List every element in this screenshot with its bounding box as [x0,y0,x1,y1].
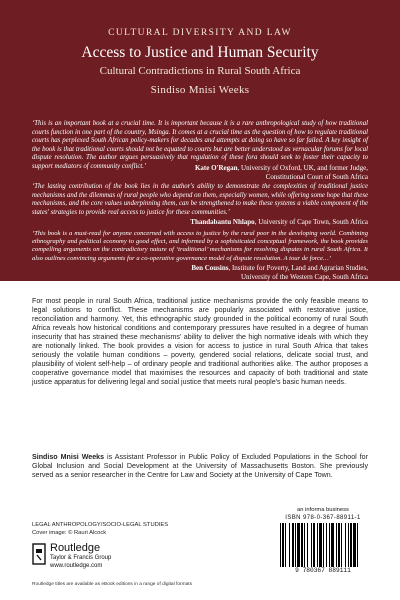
subject-category: LEGAL ANTHROPOLOGY/SOCIO-LEGAL STUDIES [32,522,169,528]
cover-image-credit: Cover image: © Rauri Alcock [32,530,107,536]
reviewer-affiliation-2: , University of Cape Town, South Africa [254,218,368,226]
routledge-logo-icon [32,543,46,565]
book-subtitle: Cultural Contradictions in Rural South Africa [99,65,301,77]
review-attribution-2 [48,218,368,227]
book-title: Access to Justice and Human Security [81,44,319,61]
author-bio [32,453,368,480]
review-quote-2: ‘The lasting contribution of the book lies in the author's ability to demonstrate the complexities of traditional justice mechanisms and the dilemmas of rural people who depend on them, especially women, while offering some hope that these mechanisms, and the core values underpinning them, can be strengthened to make these systems a viable component of the states' strategies to provide real access to justice for these communities.’ [32,183,368,216]
reviewer-name-1: Kate O'Regan [194,164,238,172]
isbn-label: ISBN 978-0-367-88911-1 [285,515,361,521]
book-author: Sindiso Mnisi Weeks [150,84,250,96]
reviewer-name-2: Thandabantu Nhlapo [190,218,255,226]
informa-tagline: an informa business [297,507,349,513]
reviewer-affiliation-1b: Constitutional Court of South Africa [265,173,368,181]
publisher-group: Taylor & Francis Group [50,555,112,561]
barcode-block [277,507,369,575]
reviewer-affiliation-3b: University of the Western Cape, South Africa [240,273,368,281]
review-attribution-1 [48,164,368,182]
publisher-url: www.routledge.com [50,563,103,569]
reviewer-affiliation-3: , Institute for Poverty, Land and Agrarian Studies, [228,264,368,272]
review-quote-3: ‘This book is a must-read for anyone concerned with access to justice by the rural poor in the developing world. Combining ethnography and political economy to good effect, and informed by a sophisticated conceptual framework, the book provides compelling arguments on the contradictory nature of ‘traditional’ mechanisms for resolving disputes in rural South Africa. It also outlines convincing arguments for a co-operative governance model of dispute resolution. A tour de force…’ [32,230,368,262]
review-attribution-3 [48,264,368,282]
publisher-logo [32,541,144,573]
barcode-icon [277,523,369,567]
publisher-name: Routledge [50,542,101,554]
author-bio-name: Sindiso Mnisi Weeks [32,453,105,461]
reviewer-name-3: Ben Cousins [191,264,229,272]
author-bio-text: is Assistant Professor in Public Policy of Excluded Populations in the School for Global Inclusion and Social Development at the University of Massachusetts Boston. She previously served as a senior researcher in the Centre for Law and Society at the University of Cape Town. [32,453,368,479]
book-description: For most people in rural South Africa, traditional justice mechanisms provide the only feasible means to legal solutions to conflict. These mechanisms are popularly associated with restorative justice, reconciliation and harmony. Yet, this ethnographic study grounded in the political economy of rural South Africa reveals how historical conditions and contemporary pressures have resulted in a degree of human insecurity that has strained these mechanisms' ability to deliver the high normative ideals with which they are notionally linked. The book provides a vision for access to justice in rural South Africa that takes seriously the volatile human conditions – poverty, gendered social relations, delicate social trust, and plausibility of violent self-help – of ordinary people and traditional authorities alike. The author proposes a cooperative governance model that maximises the resources and capacity of both traditional and state justice apparatus for delivering legal and social justice that meets rural people's basic human needs. [32,297,368,386]
series-name: CULTURAL DIVERSITY AND LAW [108,28,292,38]
barcode-digits: 9 780367 889111 [295,567,351,574]
reviewer-affiliation-1: , University of Oxford, UK, and former Judge, [237,164,368,172]
ebook-note: Routledge titles are available as eBook editions in a range of digital formats [32,582,192,587]
review-quote-1: ‘This is an important book at a crucial time. It is important because it is a rare anthropological study of how traditional courts function in one part of the country, Msinga. It comes at a crucial time as the question of how to regulate traditional courts has perplexed South African policy-makers for decades and attempts at doing so have so far failed. A key insight of the book is that traditional courts should not be equated to courts but are better understood as vernacular forums for local dispute resolution. The author argues persuasively that regulation of these fora should seek to foster their capacity to support mediators of community conflict.’ [32,120,368,170]
top-band [0,0,400,281]
